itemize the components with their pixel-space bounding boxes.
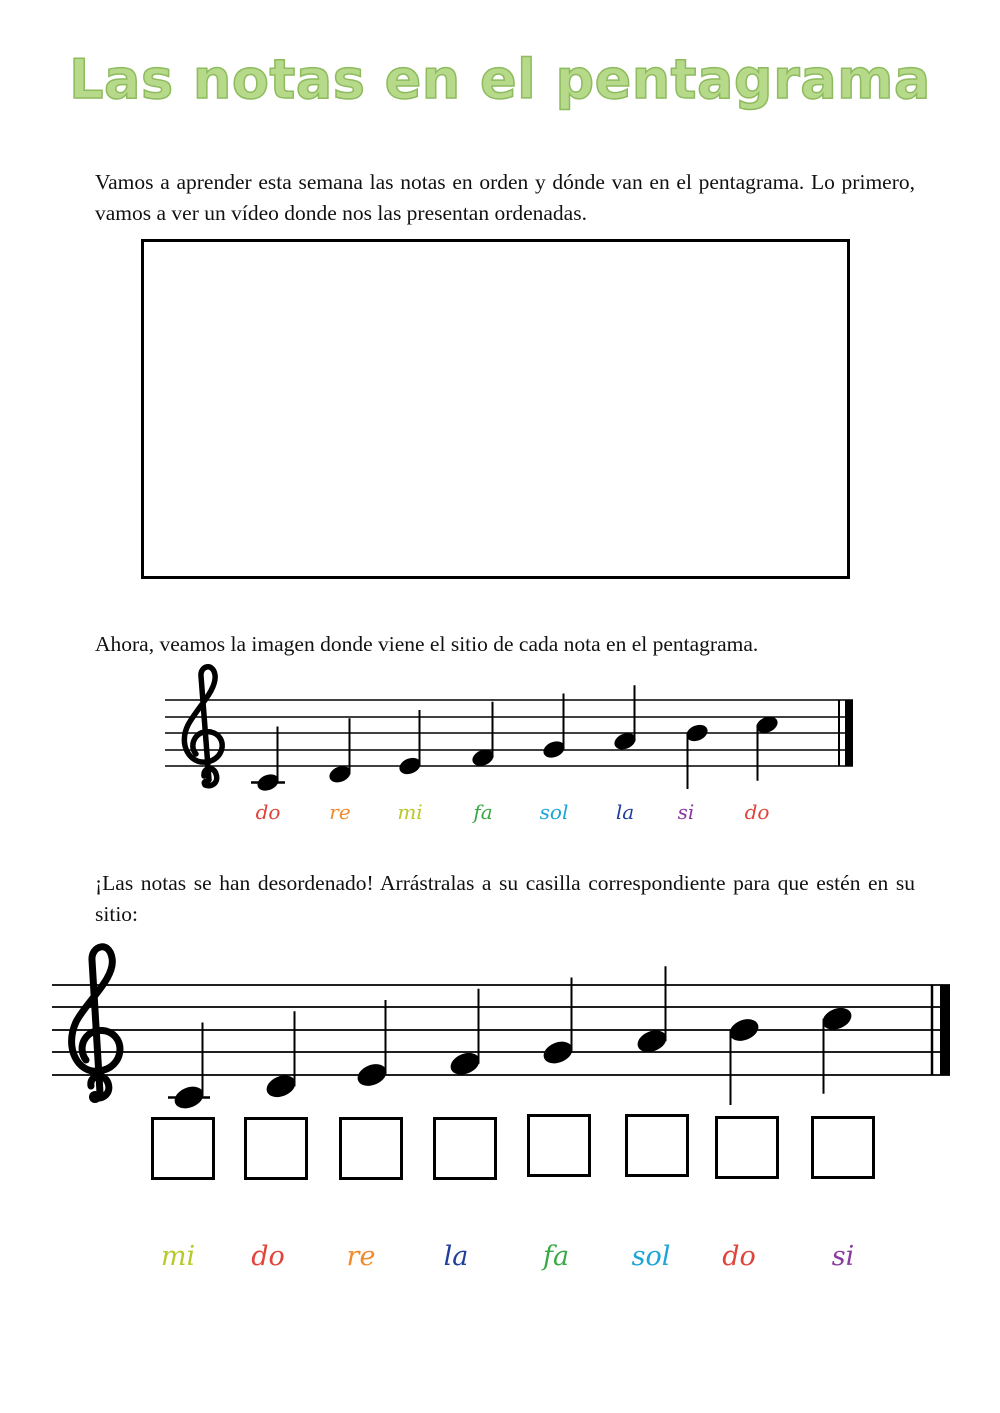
reference-note-5 [541, 694, 567, 761]
draggable-word-la[interactable]: la [443, 1241, 469, 1272]
draggable-word-do[interactable]: do [722, 1241, 756, 1272]
drop-box-7[interactable] [715, 1116, 779, 1179]
drop-box-8[interactable] [811, 1116, 875, 1179]
reference-label-re: re [329, 800, 351, 824]
exercise-note-4 [447, 989, 482, 1079]
exercise-note-2 [263, 1011, 298, 1101]
drop-box-4[interactable] [433, 1117, 497, 1180]
exercise-note-3 [354, 1000, 389, 1090]
reference-staff-lines [165, 700, 853, 766]
image-paragraph: Ahora, veamos la imagen donde viene el sitio de cada nota en el pentagrama. [95, 632, 759, 656]
draggable-word-do[interactable]: do [251, 1241, 285, 1272]
draggable-word-mi[interactable]: mi [160, 1241, 196, 1272]
exercise-end-barline [932, 985, 950, 1075]
exercise-staff-lines [52, 985, 950, 1075]
reference-label-fa: fa [473, 800, 493, 824]
drop-box-1[interactable] [151, 1117, 215, 1180]
page-title: Las notas en el pentagrama [69, 48, 931, 111]
exercise-paragraph: ¡Las notas se han desordenado! Arrástralas a su casilla correspondiente para que estén en su sitio: [95, 871, 915, 926]
drop-box-6[interactable] [625, 1114, 689, 1177]
drop-box-2[interactable] [244, 1117, 308, 1180]
draggable-word-re[interactable]: re [346, 1241, 376, 1272]
drop-box-5[interactable] [527, 1114, 591, 1177]
reference-note-3 [397, 710, 423, 777]
reference-label-la: la [615, 800, 635, 824]
exercise-treble-clef-icon [72, 947, 120, 1103]
drop-box-3[interactable] [339, 1117, 403, 1180]
reference-notes [251, 685, 780, 793]
reference-note-4 [470, 702, 496, 769]
exercise-note-8 [819, 1004, 854, 1094]
exercise-note-5 [540, 978, 575, 1068]
draggable-word-si[interactable]: si [831, 1241, 855, 1272]
reference-note-7 [684, 722, 710, 789]
reference-label-mi: mi [397, 800, 423, 824]
reference-label-do: do [744, 800, 770, 824]
reference-note-6 [612, 685, 638, 752]
draggable-word-sol[interactable]: sol [631, 1241, 671, 1272]
reference-treble-clef-icon [184, 667, 222, 788]
exercise-notes [168, 966, 855, 1112]
exercise-note-1 [168, 1023, 210, 1113]
reference-label-do: do [255, 800, 281, 824]
reference-label-sol: sol [539, 800, 569, 824]
exercise-note-7 [726, 1015, 761, 1105]
reference-note-1 [251, 727, 285, 794]
reference-note-8 [754, 714, 780, 781]
reference-label-si: si [677, 800, 695, 824]
video-placeholder[interactable] [141, 239, 850, 579]
reference-end-barline [839, 700, 853, 766]
draggable-word-fa[interactable]: fa [542, 1241, 570, 1272]
intro-paragraph: Vamos a aprender esta semana las notas en orden y dónde van en el pentagrama. Lo primero, vamos a ver un vídeo donde nos las presentan ordenadas. [95, 170, 915, 225]
reference-note-2 [327, 718, 353, 785]
exercise-note-6 [634, 966, 669, 1056]
